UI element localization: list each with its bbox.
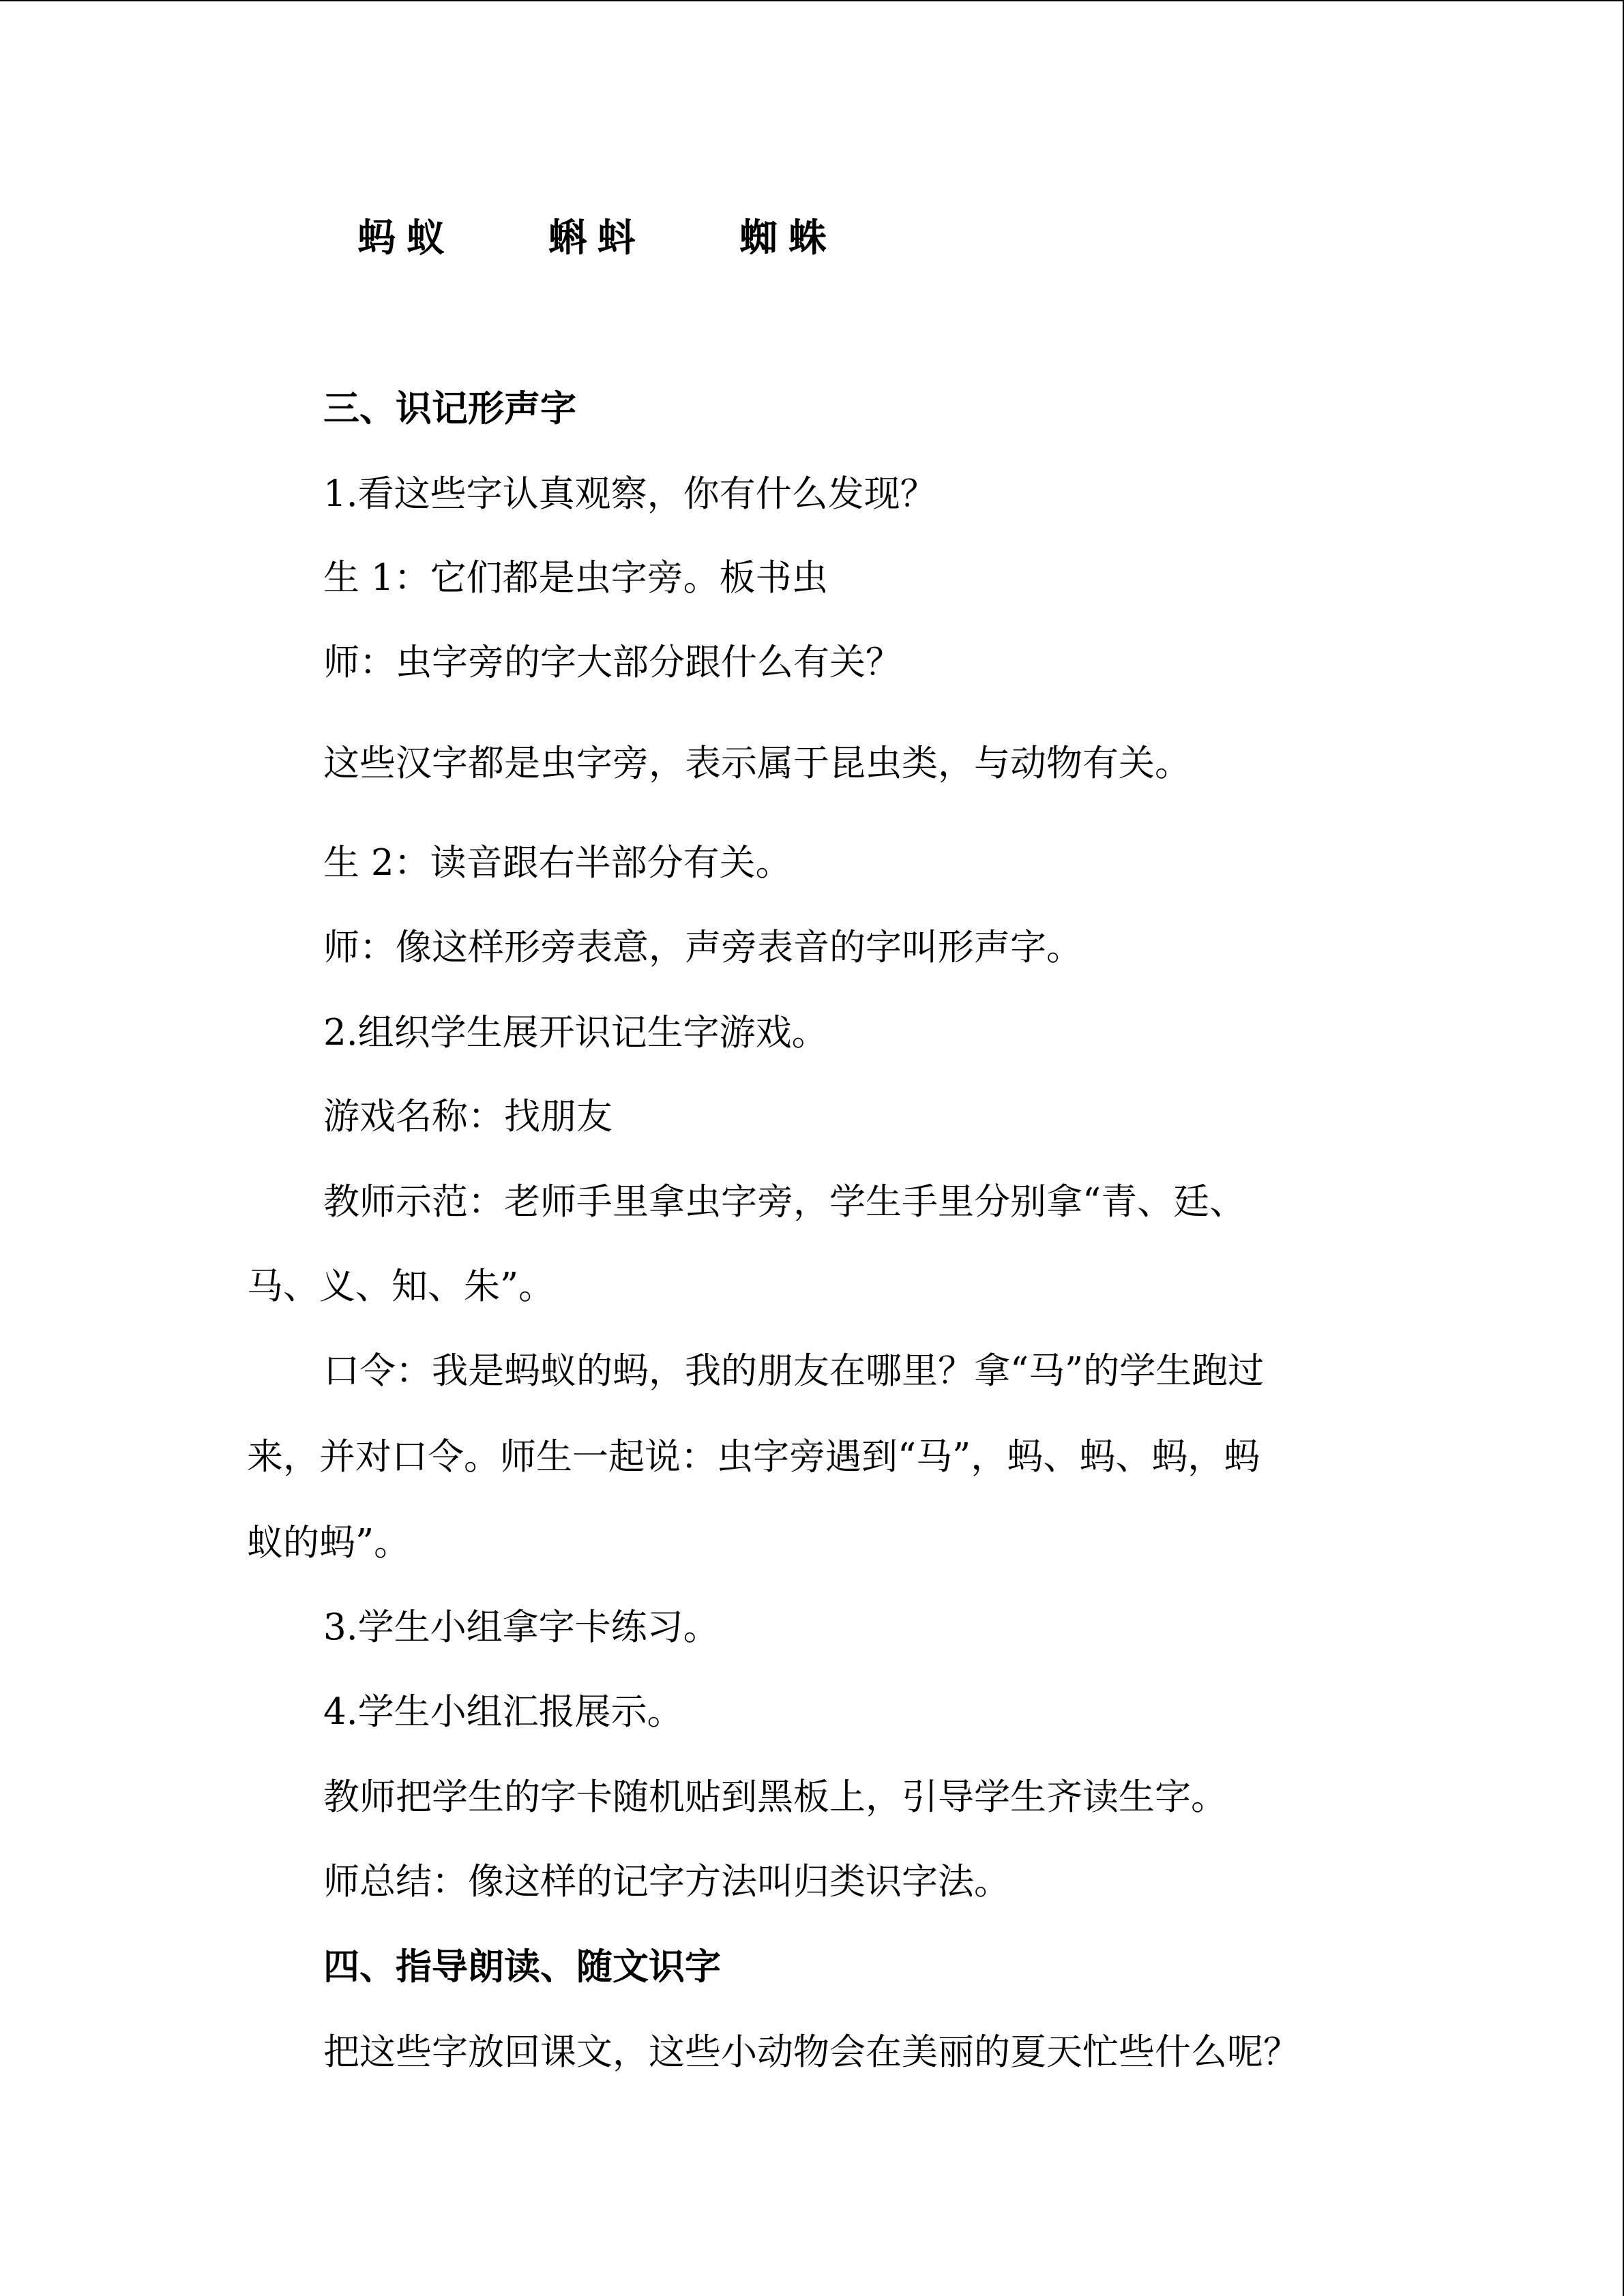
paragraph: 4.学生小组汇报展示。 bbox=[323, 1691, 683, 1733]
section-heading: 三、识记形声字 bbox=[323, 388, 576, 430]
vocab-word: 蝌蚪 bbox=[548, 216, 647, 260]
paragraph-line: 马、义、知、朱”。 bbox=[247, 1266, 555, 1307]
paragraph: 生 1：它们都是虫字旁。板书虫 bbox=[323, 557, 828, 599]
paragraph: 2.组织学生展开识记生字游戏。 bbox=[323, 1012, 828, 1054]
paragraph: 这些汉字都是虫字旁，表示属于昆虫类，与动物有关。 bbox=[323, 743, 1191, 784]
paragraph: 生 2：读音跟右半部分有关。 bbox=[323, 842, 792, 884]
paragraph-line: 蚁的蚂”。 bbox=[247, 1522, 411, 1564]
paragraph: 游戏名称：找朋友 bbox=[323, 1096, 612, 1137]
vocab-word: 蜘蛛 bbox=[739, 216, 838, 260]
paragraph: 教师把学生的字卡随机贴到黑板上，引导学生齐读生字。 bbox=[323, 1776, 1227, 1818]
paragraph: 师总结：像这样的记字方法叫归类识字法。 bbox=[323, 1861, 1010, 1903]
paragraph: 把这些字放回课文，这些小动物会在美丽的夏天忙些什么呢？ bbox=[323, 2031, 1299, 2073]
section-heading: 四、指导朗读、随文识字 bbox=[323, 1946, 721, 1988]
paragraph: 师：像这样形旁表意，声旁表音的字叫形声字。 bbox=[323, 927, 1082, 968]
paragraph-line: 教师示范：老师手里拿虫字旁，学生手里分别拿“青、廷、 bbox=[323, 1181, 1246, 1223]
vocab-word: 蚂蚁 bbox=[357, 216, 456, 260]
paragraph-line: 来，并对口令。师生一起说：虫字旁遇到“马”，蚂、蚂、蚂，蚂 bbox=[247, 1436, 1260, 1478]
paragraph: 3.学生小组拿字卡练习。 bbox=[323, 1607, 720, 1648]
paragraph: 师：虫字旁的字大部分跟什么有关？ bbox=[323, 642, 902, 683]
paragraph: 1.看这些字认真观察，你有什么发现？ bbox=[323, 473, 936, 515]
paragraph-line: 口令：我是蚂蚁的蚂，我的朋友在哪里？拿“马”的学生跑过 bbox=[323, 1350, 1265, 1392]
